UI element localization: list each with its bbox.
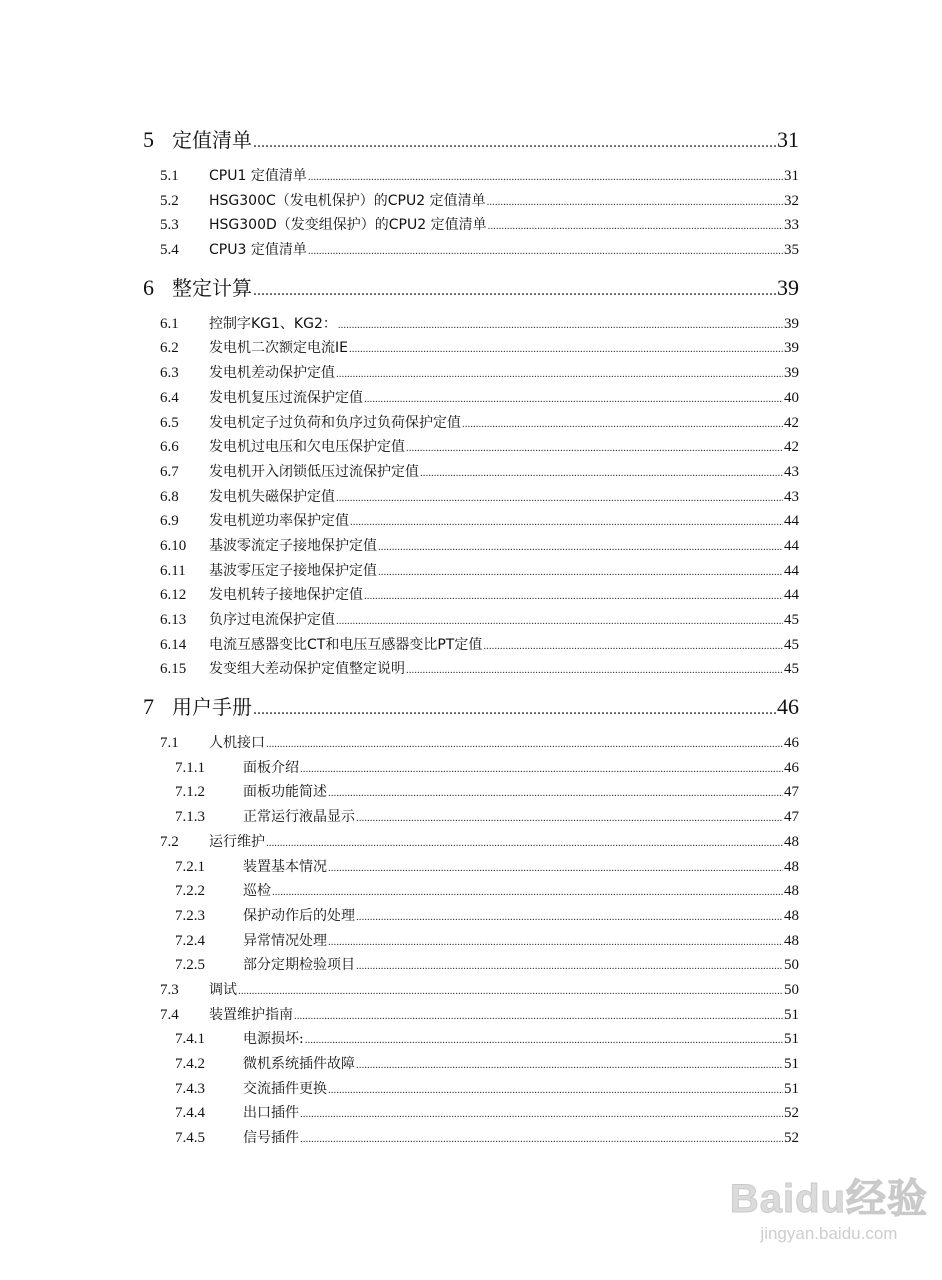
toc-subsection-entry[interactable] xyxy=(143,1077,799,1102)
entry-number: 7.4.4 xyxy=(175,1105,205,1122)
entry-page: 39 xyxy=(777,274,799,300)
dot-leader xyxy=(462,412,783,437)
dot-leader xyxy=(356,1053,783,1078)
dot-leader xyxy=(349,337,783,362)
entry-number: 6.1 xyxy=(160,315,179,332)
toc-section-entry[interactable] xyxy=(143,633,799,658)
toc-section-entry[interactable] xyxy=(143,189,799,214)
entry-number: 7.2 xyxy=(160,833,179,850)
entry-number: 5.1 xyxy=(160,168,179,184)
dot-leader xyxy=(356,806,783,831)
entry-number: 5 xyxy=(143,127,154,152)
toc-section-entry[interactable] xyxy=(143,657,799,682)
entry-title: 基波零压定子接地保护定值 xyxy=(209,562,377,579)
dot-leader xyxy=(420,461,783,486)
baidu-watermark xyxy=(730,1167,928,1244)
dot-leader xyxy=(272,880,783,905)
toc-section-entry[interactable] xyxy=(143,731,799,756)
toc-section-entry[interactable] xyxy=(143,534,799,559)
entry-title: 面板功能简述 xyxy=(243,784,327,801)
toc-section-entry[interactable] xyxy=(143,435,799,460)
entry-page: 48 xyxy=(784,883,799,900)
entry-page: 42 xyxy=(784,414,799,431)
entry-title: 发电机复压过流保护定值 xyxy=(209,389,363,406)
dot-leader xyxy=(364,584,783,609)
toc-subsection-entry[interactable] xyxy=(143,855,799,880)
entry-page: 44 xyxy=(784,513,799,530)
entry-number: 6.14 xyxy=(160,636,187,653)
dot-leader xyxy=(336,609,783,634)
dot-leader xyxy=(364,387,783,412)
entry-page: 46 xyxy=(777,694,799,720)
entry-number: 6.8 xyxy=(160,488,179,505)
dot-leader xyxy=(308,165,783,190)
toc-section-entry[interactable] xyxy=(143,361,799,386)
entry-number: 7.2.3 xyxy=(175,907,205,924)
entry-title: 发电机失磁保护定值 xyxy=(209,488,335,505)
toc-section-entry[interactable] xyxy=(143,509,799,534)
entry-page: 47 xyxy=(784,784,799,801)
dot-leader xyxy=(378,535,783,560)
entry-title: 部分定期检验项目 xyxy=(243,957,355,974)
entry-page: 50 xyxy=(784,957,799,974)
dot-leader xyxy=(378,560,783,585)
dot-leader xyxy=(300,1127,783,1152)
entry-page: 51 xyxy=(784,1056,799,1072)
entry-title: 基波零流定子接地保护定值 xyxy=(209,537,377,554)
watermark-logo: Baidu经验 xyxy=(729,1177,928,1221)
entry-number: 6.7 xyxy=(160,463,179,480)
entry-title: 发电机逆功率保护定值 xyxy=(209,513,349,530)
entry-title: 信号插件 xyxy=(243,1130,299,1147)
dot-leader xyxy=(308,239,783,264)
toc-section-entry[interactable] xyxy=(143,312,799,337)
entry-number: 7.2.5 xyxy=(175,957,205,974)
entry-number: 7.4 xyxy=(160,1006,179,1023)
entry-number: 5.2 xyxy=(160,192,179,209)
entry-page: 48 xyxy=(784,858,799,875)
dot-leader xyxy=(300,757,783,782)
dot-leader xyxy=(266,732,783,757)
toc-section-entry[interactable] xyxy=(143,213,799,238)
dot-leader xyxy=(328,781,783,806)
watermark-url: jingyan.baidu.com xyxy=(760,1224,898,1243)
entry-number: 7.1.1 xyxy=(175,759,205,776)
entry-title: 用户手册 xyxy=(172,695,252,720)
entry-page: 52 xyxy=(784,1105,799,1122)
toc-chapter-entry[interactable] xyxy=(143,263,799,312)
toc-section-entry[interactable] xyxy=(143,1003,799,1028)
entry-page: 33 xyxy=(784,217,799,234)
dot-leader xyxy=(328,1078,783,1103)
dot-leader xyxy=(336,486,783,511)
entry-number: 6.15 xyxy=(160,661,187,678)
toc-subsection-entry[interactable] xyxy=(143,879,799,904)
entry-number: 6.4 xyxy=(160,389,179,406)
entry-title: 发电机二次额定电流IE xyxy=(209,340,348,357)
toc-section-entry[interactable] xyxy=(143,460,799,485)
entry-page: 31 xyxy=(777,127,799,152)
toc-subsection-entry[interactable] xyxy=(143,1126,799,1151)
entry-title: 电源损坏: xyxy=(243,1031,304,1048)
entry-number: 7.4.3 xyxy=(175,1080,205,1097)
entry-number: 6.11 xyxy=(160,562,186,579)
entry-title: 面板介绍 xyxy=(243,759,299,776)
dot-leader xyxy=(488,214,783,239)
dot-leader xyxy=(305,1028,783,1053)
entry-number: 7.4.1 xyxy=(175,1031,205,1048)
entry-page: 43 xyxy=(784,463,799,480)
toc-chapter-entry[interactable] xyxy=(143,682,799,731)
entry-page: 43 xyxy=(784,488,799,505)
entry-number: 7.1.2 xyxy=(175,784,205,801)
entry-title: 发电机差动保护定值 xyxy=(209,365,335,382)
entry-title: 发电机转子接地保护定值 xyxy=(209,587,363,604)
entry-page: 44 xyxy=(784,537,799,554)
entry-title: 人机接口 xyxy=(209,735,265,752)
toc-section-entry[interactable] xyxy=(143,978,799,1003)
entry-page: 44 xyxy=(784,587,799,604)
dot-leader xyxy=(238,979,783,1004)
toc-section-entry[interactable] xyxy=(143,238,799,263)
entry-number: 7.4.5 xyxy=(175,1130,205,1147)
dot-leader xyxy=(338,313,783,338)
toc-subsection-entry[interactable] xyxy=(143,756,799,781)
entry-page: 45 xyxy=(784,661,799,678)
entry-title: 发电机定子过负荷和负序过负荷保护定值 xyxy=(209,414,461,431)
dot-leader xyxy=(336,362,783,387)
entry-number: 6.10 xyxy=(160,537,187,554)
entry-title: CPU1 定值清单 xyxy=(209,168,307,184)
entry-title: 装置维护指南 xyxy=(209,1006,293,1023)
entry-page: 40 xyxy=(784,389,799,406)
toc-section-entry[interactable] xyxy=(143,583,799,608)
entry-title: 整定计算 xyxy=(172,275,252,300)
entry-page: 48 xyxy=(784,932,799,949)
entry-number: 7 xyxy=(143,694,154,720)
entry-title: 交流插件更换 xyxy=(243,1080,327,1097)
entry-page: 50 xyxy=(784,981,799,998)
entry-page: 39 xyxy=(784,340,799,357)
dot-leader xyxy=(406,436,783,461)
toc-subsection-entry[interactable] xyxy=(143,805,799,830)
entry-page: 47 xyxy=(784,809,799,826)
entry-page: 48 xyxy=(784,907,799,924)
entry-number: 7.1.3 xyxy=(175,809,205,826)
entry-title: HSG300C（发电机保护）的CPU2 定值清单 xyxy=(209,192,486,209)
entry-number: 7.2.2 xyxy=(175,883,205,900)
toc-section-entry[interactable] xyxy=(143,336,799,361)
dot-leader xyxy=(487,190,783,215)
entry-title: 保护动作后的处理 xyxy=(243,907,355,924)
entry-page: 51 xyxy=(784,1080,799,1097)
entry-title: 发变组大差动保护定值整定说明 xyxy=(209,661,405,678)
dot-leader xyxy=(350,510,783,535)
toc-section-entry[interactable] xyxy=(143,386,799,411)
dot-leader xyxy=(253,691,776,729)
entry-title: 发电机开入闭锁低压过流保护定值 xyxy=(209,463,419,480)
entry-title: 正常运行液晶显示 xyxy=(243,809,355,826)
entry-title: 异常情况处理 xyxy=(243,932,327,949)
entry-page: 46 xyxy=(784,735,799,752)
toc-subsection-entry[interactable] xyxy=(143,953,799,978)
entry-number: 5.3 xyxy=(160,217,179,234)
entry-number: 7.1 xyxy=(160,735,179,752)
entry-page: 42 xyxy=(784,439,799,456)
entry-page: 39 xyxy=(784,365,799,382)
entry-page: 51 xyxy=(784,1031,799,1048)
dot-leader xyxy=(253,272,776,310)
entry-page: 35 xyxy=(784,242,799,259)
table-of-contents xyxy=(143,115,799,1151)
entry-page: 39 xyxy=(784,315,799,332)
entry-number: 7.2.4 xyxy=(175,932,205,949)
toc-subsection-entry[interactable] xyxy=(143,1052,799,1077)
entry-page: 44 xyxy=(784,562,799,579)
entry-page: 48 xyxy=(784,833,799,850)
entry-title: HSG300D（发变组保护）的CPU2 定值清单 xyxy=(209,217,487,234)
entry-title: 巡检 xyxy=(243,883,271,900)
entry-title: 定值清单 xyxy=(172,128,252,152)
entry-number: 6.2 xyxy=(160,340,179,357)
dot-leader xyxy=(266,831,783,856)
entry-title: 装置基本情况 xyxy=(243,858,327,875)
toc-subsection-entry[interactable] xyxy=(143,904,799,929)
entry-title: 运行维护 xyxy=(209,833,265,850)
toc-section-entry[interactable] xyxy=(143,411,799,436)
entry-page: 45 xyxy=(784,636,799,653)
entry-number: 6.9 xyxy=(160,513,179,530)
entry-number: 7.4.2 xyxy=(175,1056,205,1072)
toc-section-entry[interactable] xyxy=(143,830,799,855)
entry-number: 7.3 xyxy=(160,981,179,998)
dot-leader xyxy=(356,905,783,930)
entry-title: 负序过电流保护定值 xyxy=(209,612,335,628)
entry-title: CPU3 定值清单 xyxy=(209,242,307,259)
entry-number: 6.5 xyxy=(160,414,179,431)
entry-title: 电流互感器变比CT和电压互感器变比PT定值 xyxy=(209,636,483,653)
toc-section-entry[interactable] xyxy=(143,608,799,633)
entry-page: 45 xyxy=(784,612,799,628)
dot-leader xyxy=(406,658,783,683)
entry-number: 6.3 xyxy=(160,365,179,382)
dot-leader xyxy=(483,634,783,659)
entry-page: 31 xyxy=(784,168,799,184)
toc-subsection-entry[interactable] xyxy=(143,1027,799,1052)
dot-leader xyxy=(356,954,783,979)
entry-title: 出口插件 xyxy=(243,1105,299,1122)
entry-page: 46 xyxy=(784,759,799,776)
entry-number: 5.4 xyxy=(160,242,179,259)
entry-page: 52 xyxy=(784,1130,799,1147)
toc-section-entry[interactable] xyxy=(143,164,799,189)
dot-leader xyxy=(328,856,783,881)
entry-number: 6.6 xyxy=(160,439,179,456)
entry-number: 6.12 xyxy=(160,587,187,604)
toc-subsection-entry[interactable] xyxy=(143,929,799,954)
entry-title: 调试 xyxy=(209,981,237,998)
dot-leader xyxy=(294,1004,783,1029)
toc-subsection-entry[interactable] xyxy=(143,780,799,805)
toc-chapter-entry[interactable] xyxy=(143,115,799,164)
toc-subsection-entry[interactable] xyxy=(143,1101,799,1126)
entry-page: 32 xyxy=(784,192,799,209)
entry-number: 6.13 xyxy=(160,612,187,628)
entry-page: 51 xyxy=(784,1006,799,1023)
toc-section-entry[interactable] xyxy=(143,485,799,510)
entry-title: 控制字KG1、KG2： xyxy=(209,315,337,332)
entry-number: 7.2.1 xyxy=(175,858,205,875)
entry-number: 6 xyxy=(143,274,154,300)
entry-title: 发电机过电压和欠电压保护定值 xyxy=(209,439,405,456)
dot-leader xyxy=(300,1102,783,1127)
entry-title: 微机系统插件故障 xyxy=(243,1056,355,1072)
dot-leader xyxy=(328,930,783,955)
dot-leader xyxy=(253,124,776,162)
toc-section-entry[interactable] xyxy=(143,559,799,584)
